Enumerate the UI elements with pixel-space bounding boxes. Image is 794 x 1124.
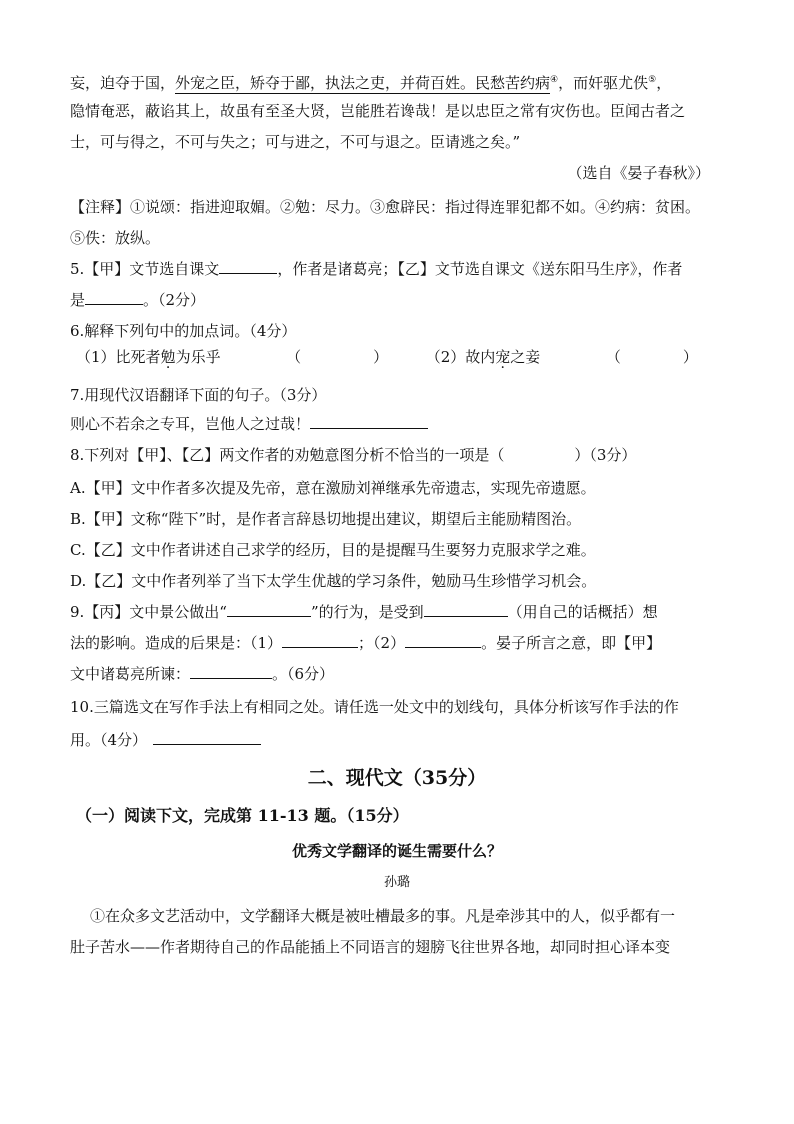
item-text: 之妾 <box>510 348 541 366</box>
question-text: 文中诸葛亮所谏： <box>70 665 191 683</box>
item-text: （2）故内 <box>425 348 496 366</box>
question-text: ，作者是诸葛亮；【乙】文节选自课文《送东阳马生序》，作者 <box>277 260 683 278</box>
item-text: 为乐乎 <box>175 348 221 366</box>
question-text: 。（2分） <box>143 291 206 309</box>
passage-line-3: 士，可与得之，不可与失之；可与进之，不可与退之。臣请逃之矣。” <box>70 133 521 151</box>
article-title: 优秀文学翻译的诞生需要什么？ <box>291 842 502 860</box>
question-5-line-1 <box>70 259 710 279</box>
question-6-items <box>76 347 710 367</box>
answer-blank[interactable] <box>282 633 358 648</box>
question-9-line-2 <box>70 633 710 653</box>
question-text: 是 <box>70 291 86 309</box>
sentence-text: 则心不若余之专耳，岂他人之过哉！ <box>70 415 311 433</box>
question-8 <box>70 445 710 465</box>
question-7-sentence <box>70 414 710 434</box>
question-text: 。（6分） <box>272 665 335 683</box>
question-text: ；（2） <box>358 634 406 652</box>
question-text: ）（3分） <box>574 446 637 464</box>
notes-line-2: ⑤佚：放纵。 <box>70 229 161 247</box>
answer-paren-close: ） <box>373 348 389 366</box>
section-subheading: （一）阅读下文，完成第 11-13 题。（15分） <box>76 806 409 825</box>
question-text: 9.【丙】文中景公做出“ <box>70 603 227 621</box>
option-d: D.【乙】文中作者列举了当下太学生优越的学习条件，勉励马生珍惜学习机会。 <box>70 572 597 590</box>
answer-blank[interactable] <box>310 414 428 429</box>
answer-paren-open: （ <box>286 348 302 366</box>
question-text: 8.下列对【甲】、【乙】两文作者的劝勉意图分析不恰当的一项是（ <box>70 446 505 464</box>
dotted-word: 勉 <box>160 348 176 366</box>
option-b: B.【甲】文称“陛下”时，是作者言辞恳切地提出建议，期望后主能励精图治。 <box>70 510 582 528</box>
answer-blank[interactable] <box>405 633 481 648</box>
footnote-mark: ⑤ <box>648 75 657 85</box>
footnote-mark: ④ <box>550 75 559 85</box>
option-c: C.【乙】文中作者讲述自己求学的经历，目的是提醒马生要努力克服求学之难。 <box>70 541 596 559</box>
question-10-line-1: 10.三篇选文在写作手法上有相同之处。请任选一处文中的划线句，具体分析该写作手法的作 <box>70 698 679 716</box>
article-para-1-line-1: ①在众多文艺活动中，文学翻译大概是被吐槽最多的事。凡是牵涉其中的人，似乎都有一 <box>90 907 676 925</box>
passage-text: ，而奸驱尤佚 <box>558 74 649 92</box>
question-text: 用。（4分） <box>70 731 148 749</box>
passage-source: （选自《晏子春秋》） <box>567 164 710 182</box>
underlined-sentence: 外宠之臣，矫夺于鄙，执法之吏，并荷百姓。民愁苦约病 <box>175 74 551 92</box>
option-a: A.【甲】文中作者多次提及先帝，意在激励刘禅继承先帝遗志，实现先帝遗愿。 <box>70 479 596 497</box>
article-author: 孙璐 <box>383 875 410 890</box>
answer-blank[interactable] <box>153 730 261 745</box>
answer-blank[interactable] <box>190 664 272 679</box>
answer-blank[interactable] <box>227 602 311 617</box>
dotted-word: 宠 <box>495 348 511 366</box>
answer-blank[interactable] <box>85 290 143 305</box>
question-text: （用自己的话概括）想 <box>507 603 658 621</box>
question-text: 。晏子所言之意，即【甲】 <box>481 634 662 652</box>
question-text: ”的行为，是受到 <box>310 603 424 621</box>
section-heading: 二、现代文（35分） <box>307 767 487 789</box>
question-text: 5.【甲】文节选自课文 <box>70 260 220 278</box>
answer-paren-open: （ <box>605 348 621 366</box>
question-6: 6.解释下列句中的加点词。（4分） <box>70 322 297 340</box>
answer-paren-close: ） <box>682 348 698 366</box>
passage-text: ， <box>656 74 672 92</box>
question-10-line-2 <box>70 730 710 750</box>
question-7: 7.用现代汉语翻译下面的句子。（3分） <box>70 386 327 404</box>
question-9-line-1 <box>70 602 710 622</box>
article-para-1-line-2: 肚子苦水——作者期待自己的作品能插上不同语言的翅膀飞往世界各地，却同时担心译本变 <box>70 938 671 956</box>
answer-blank[interactable] <box>219 259 277 274</box>
question-9-line-3 <box>70 664 710 684</box>
item-text: （1）比死者 <box>76 348 161 366</box>
question-text: 法的影响。造成的后果是：（1） <box>70 634 283 652</box>
passage-line-2: 隐情奄恶，蔽谄其上，故虽有至圣大贤，岂能胜若谗哉！是以忠臣之常有灾伤也。臣闻古者之 <box>70 102 686 120</box>
passage-text: 妄，迫夺于国， <box>70 74 176 92</box>
question-5-line-2 <box>70 290 710 310</box>
passage-line-1 <box>70 70 710 94</box>
answer-blank[interactable] <box>424 602 508 617</box>
notes-line-1: 【注释】①说颂：指进迎取媚。②勉：尽力。③愈辟民：指过得连罪犯都不如。④约病：贫困。 <box>70 198 701 216</box>
